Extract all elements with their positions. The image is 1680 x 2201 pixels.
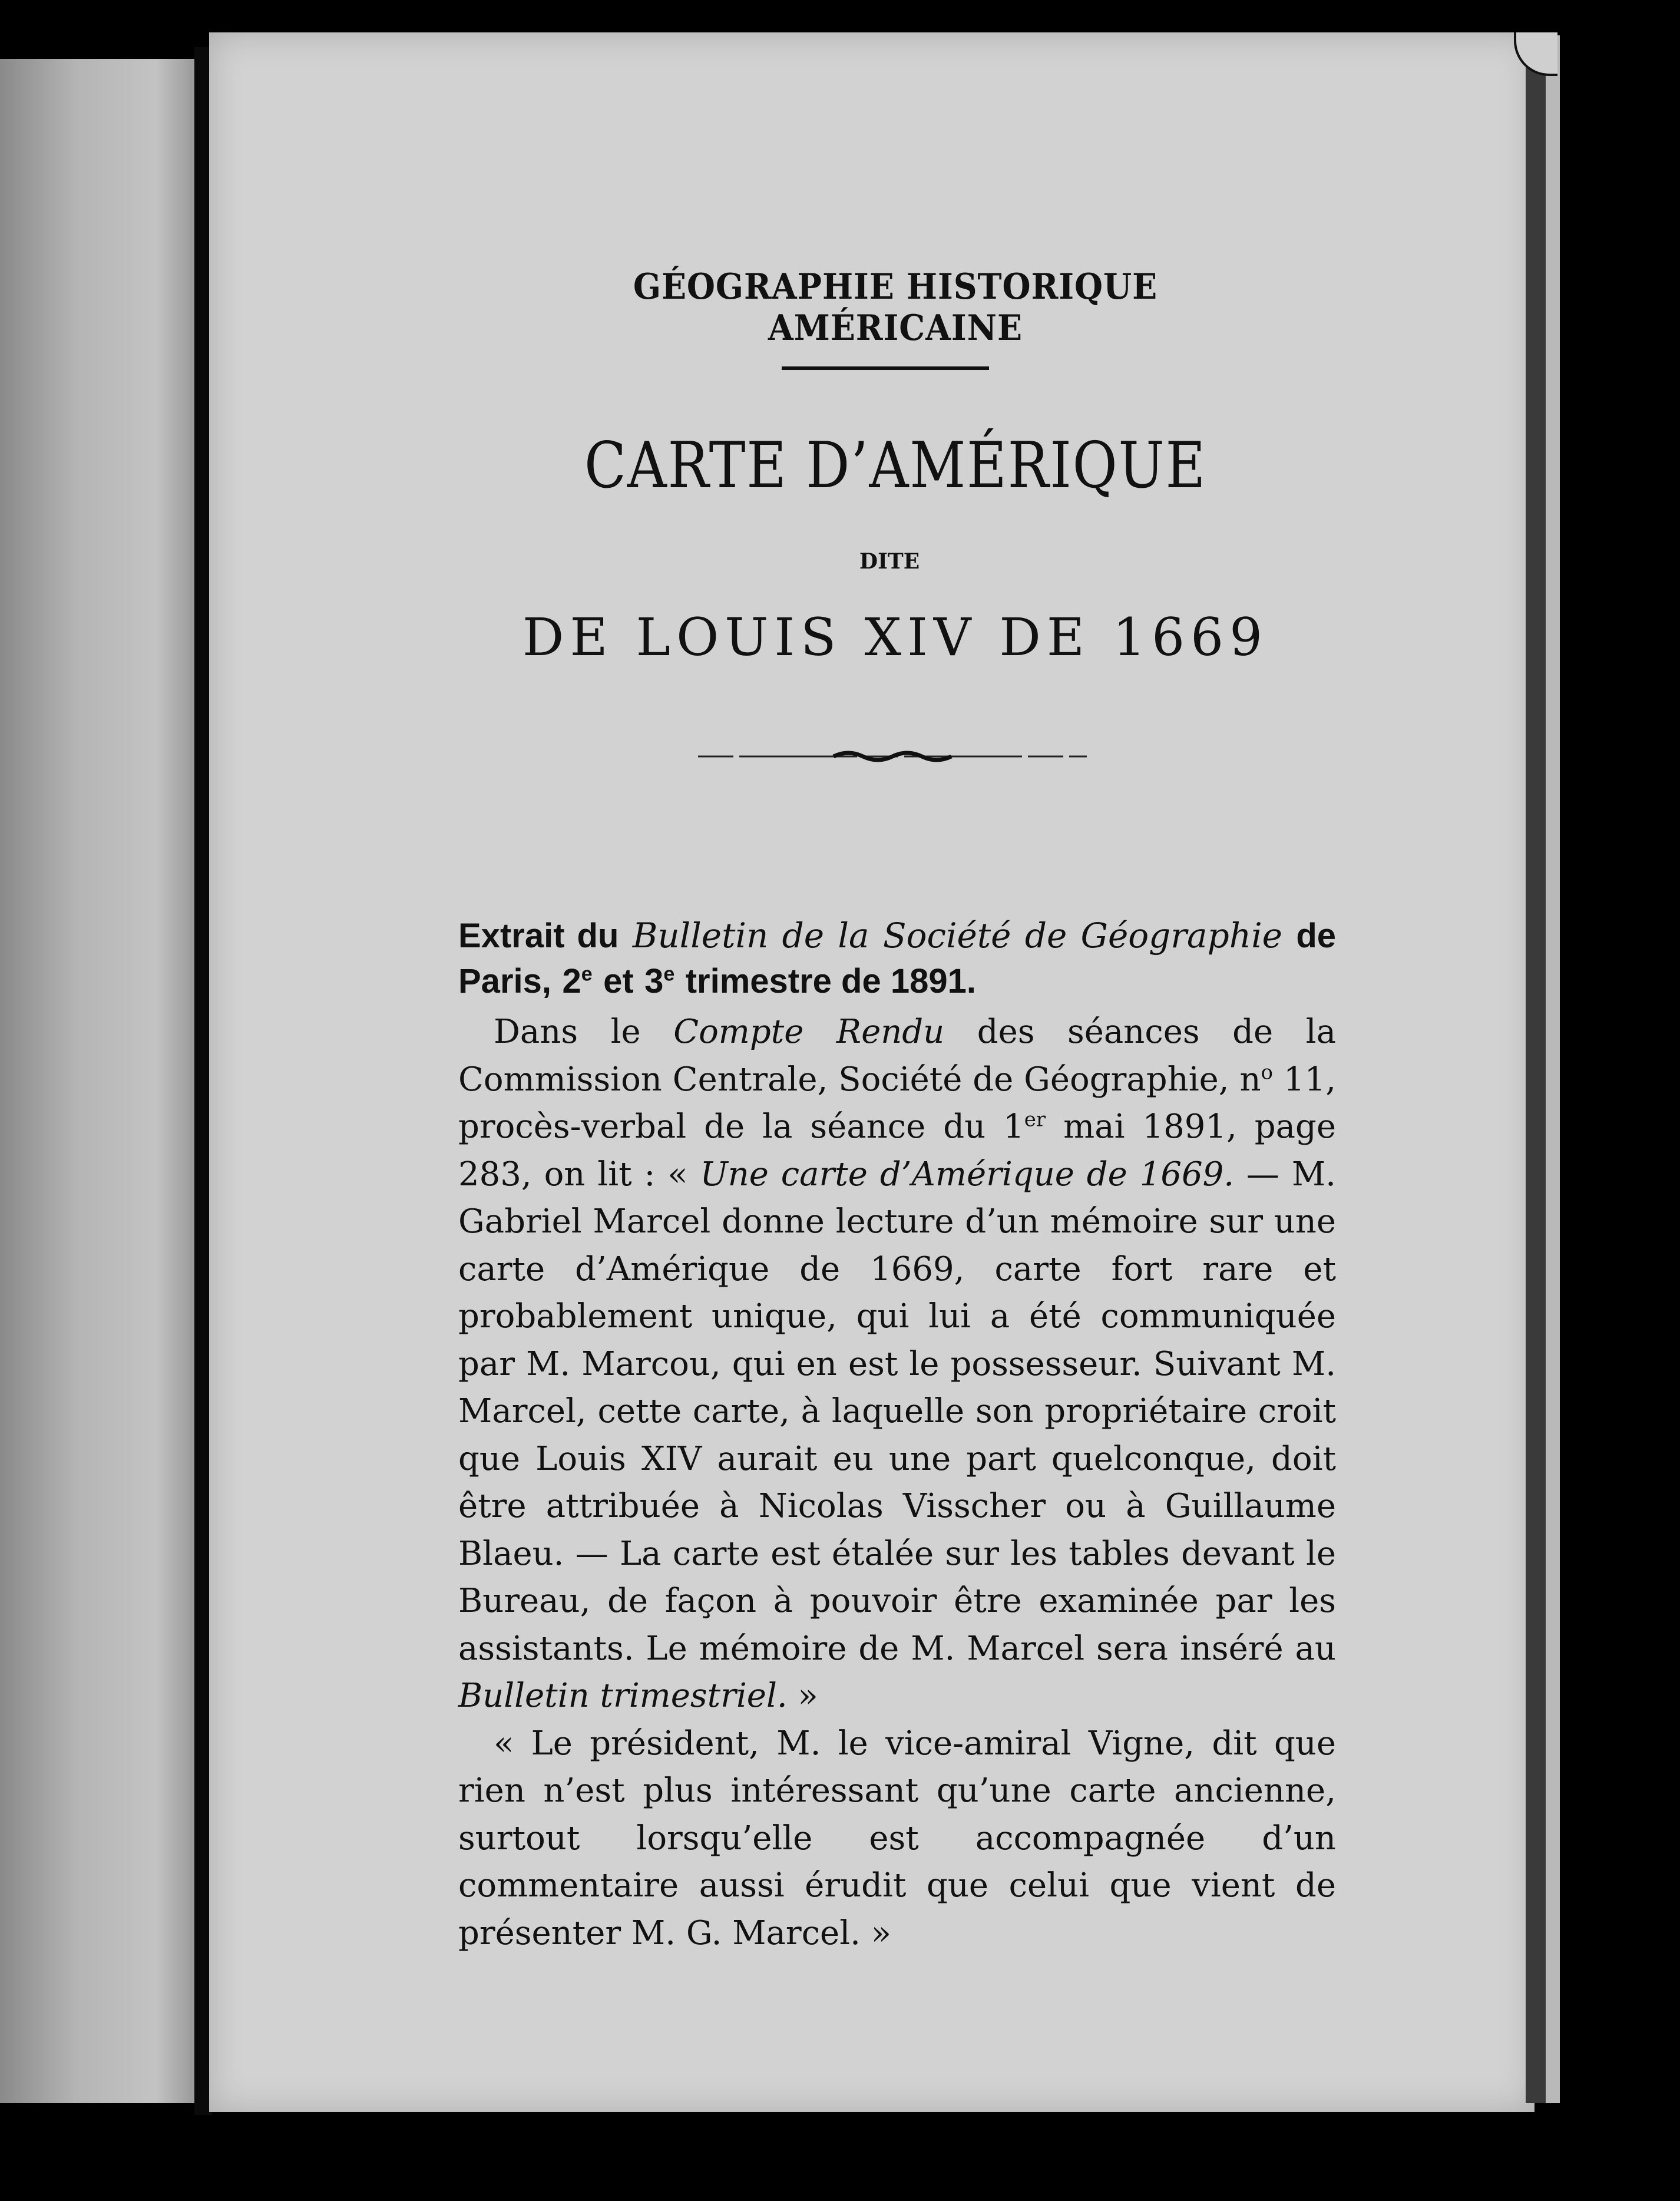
p1-text-d: 11, procès-verbal de la séance du 1 [458, 1060, 1336, 1146]
quarter-number-3: 3 [644, 962, 664, 1000]
body-text [458, 1009, 1336, 1957]
p1-close-quote: » [798, 1677, 818, 1715]
page-edge-highlight [1546, 35, 1560, 2103]
p1-text-g: — M. Gabriel Marcel donne lecture d’un mémoire sur une carte d’Amérique de 1669, carte fort rare et probablement unique, qui lui a été communiquée par M. Marcou, qui en est le possesseur. Suivant M. Marcel, cette carte, à laquelle son propriétaire croit que Louis XIV aurait eu une part quelconque, doit être attribuée à Nicolas Visscher ou à Guillaume Blaeu. — La carte est étalée sur les tables devant le Bureau, de façon à pouvoir être examinée par les assistants. Le mémoire de M. Marcel sera inséré au [458, 1155, 1336, 1668]
page-subtitle: DE LOUIS XIV DE 1669 [522, 607, 1269, 667]
quarter-suffix-3: e [663, 963, 675, 986]
page-edge-shadow [1526, 41, 1546, 2103]
bulletin-trimestriel: Bulletin trimestriel. [458, 1677, 788, 1715]
bulletin-name: Bulletin de la Société de Géographie [632, 916, 1282, 956]
premier-sup: er [1024, 1108, 1046, 1132]
title-connector: DITE [859, 549, 920, 574]
page-title: CARTE D’AMÉRIQUE [584, 429, 1207, 503]
extract-place: de Paris, [458, 917, 1336, 1000]
series-heading: GÉOGRAPHIE HISTORIQUE AMÉRICAINE [633, 266, 1158, 349]
extract-notice [458, 913, 1336, 1004]
paragraph-2: « Le président, M. le vice-amiral Vigne, dit que rien n’est plus intéressant qu’une carte ancienne, surtout lorsqu’elle est accompagnée d’un commentaire aussi érudit que celui que vient de présenter M. G. Marcel. » [458, 1724, 1336, 1952]
previous-page-edge [0, 59, 194, 2103]
quarter-number-2: 2 [562, 962, 581, 1000]
ornamental-divider [698, 743, 1087, 767]
p1-text-c: des séances de la Commission Centrale, Société de Géographie, n [458, 1013, 1336, 1099]
p1-text-a: Dans le [494, 1013, 641, 1051]
quoted-title: Une carte d’Amérique de 1669. [700, 1155, 1235, 1194]
paragraph-1 [458, 1009, 1336, 1720]
extract-conjunction: et [603, 962, 634, 1000]
quarter-suffix-2: e [581, 963, 593, 986]
numero-sup: o [1261, 1060, 1274, 1084]
extract-period: trimestre de 1891. [685, 962, 976, 1000]
extract-label: Extrait du [458, 917, 619, 955]
p1-text-e: mai 1891, page 283, on lit : « [458, 1108, 1336, 1194]
heading-rule [782, 366, 989, 370]
compte-rendu-title: Compte Rendu [673, 1013, 945, 1051]
